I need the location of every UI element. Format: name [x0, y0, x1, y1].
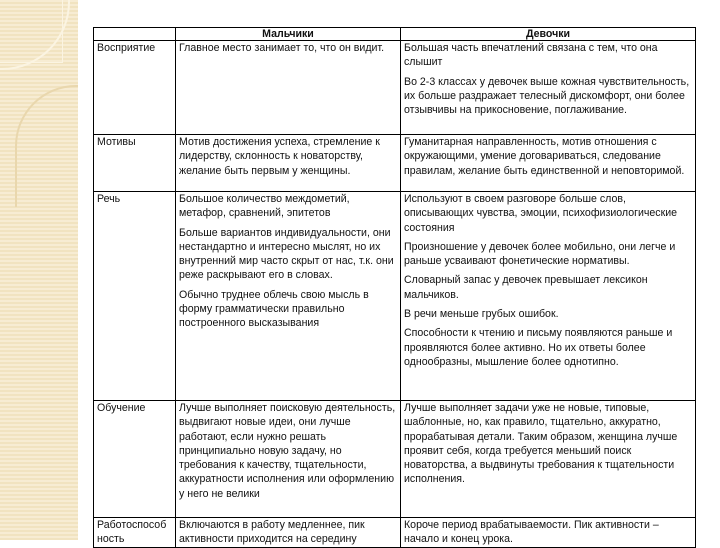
- header-boys: Мальчики: [176, 28, 401, 41]
- table-row: [94, 518, 696, 548]
- girls-cell: [401, 41, 696, 135]
- boys-cell: [176, 192, 401, 401]
- girls-cell: [401, 135, 696, 192]
- row-label: Речь: [94, 192, 176, 401]
- boys-cell: [176, 401, 401, 518]
- boys-cell: [176, 41, 401, 135]
- boys-cell: [176, 135, 401, 192]
- girls-cell: [401, 401, 696, 518]
- cell-text: Лучше выполняет задачи уже не новые, типовые, шаблонные, но, как правило, тщательно, аккуратно, прорабатывая детали. Таким образом, женщина лучше проявит себя, когда требуется меньший поиск новаторства, а выдвинуты требования к тщательности исполнения.: [404, 402, 678, 486]
- girls-cell: [401, 192, 696, 401]
- decorative-side-strip: [0, 0, 78, 540]
- cell-text: Используют в своем разговоре больше слов, описывающих чувства, эмоции, психофизиологические состояния: [404, 193, 678, 234]
- cell-text: Гуманитарная направленность, мотив отношения с окружающими, умение договариваться, следование правилам, желание быть единственной и неповторимой.: [404, 136, 685, 177]
- header-girls: Девочки: [401, 28, 696, 41]
- decorative-arc: [15, 85, 78, 207]
- cell-text: Короче период врабатываемости. Пик активности – начало и конец урока.: [404, 519, 659, 546]
- row-label: Обучение: [94, 401, 176, 518]
- row-label: Мотивы: [94, 135, 176, 192]
- row-label-text: Работоспособность: [97, 519, 167, 546]
- table-row: [94, 135, 696, 192]
- cell-text: Обычно труднее облечь свою мысль в форму грамматически правильно построенного высказывания: [179, 288, 369, 330]
- cell-text: Произношение у девочек более мобильно, они легче и раньше усваивают фонетические нормативы.: [404, 240, 676, 268]
- cell-text: Во 2-3 классах у девочек выше кожная чувствительность, их больше раздражает телесный дискомфорт, они более отзывчивы на прикосновение, поглаживание.: [404, 75, 690, 117]
- cell-text: Главное место занимает то, что он видит.: [179, 42, 385, 54]
- header-empty: [94, 28, 176, 41]
- cell-text: Больше вариантов индивидуальности, они нестандартно и интересно мыслят, но их внутренний мир часто скрыт от нас, т.к. они реже раскрывают его в словах.: [179, 226, 394, 282]
- cell-text: Словарный запас у девочек превышает лексикон мальчиков.: [404, 274, 648, 301]
- table-row: [94, 192, 696, 401]
- boys-cell: [176, 518, 401, 548]
- cell-text: Мотив достижения успеха, стремление к лидерству, склонность к новаторству, желание быть первым у женщины.: [179, 136, 380, 177]
- table-row: [94, 401, 696, 518]
- girls-cell: [401, 518, 696, 548]
- cell-text: Большое количество междометий, метафор, сравнений, эпитетов: [179, 193, 350, 220]
- row-label: [94, 518, 176, 548]
- cell-text: Способности к чтению и письму появляются раньше и проявляются более активно. Но их ответы более однообразны, мышление более однотипно.: [404, 327, 673, 368]
- cell-text: Большая часть впечатлений связана с тем, что она слышит: [404, 42, 658, 69]
- table-header-row: [94, 28, 696, 41]
- row-label: Восприятие: [94, 41, 176, 135]
- cell-text: Лучше выполняет поисковую деятельность, выдвигают новые идеи, они лучше работают, если нужно решать принципиально новую задачу, но требования к качеству, тщательности, аккуратности исполнения или оформлению у него не велики: [179, 402, 396, 500]
- comparison-table: [93, 27, 696, 548]
- table-row: [94, 41, 696, 135]
- cell-text: В речи меньше грубых ошибок.: [404, 308, 559, 321]
- cell-text: Включаются в работу медленнее, пик активности приходится на середину: [179, 519, 365, 546]
